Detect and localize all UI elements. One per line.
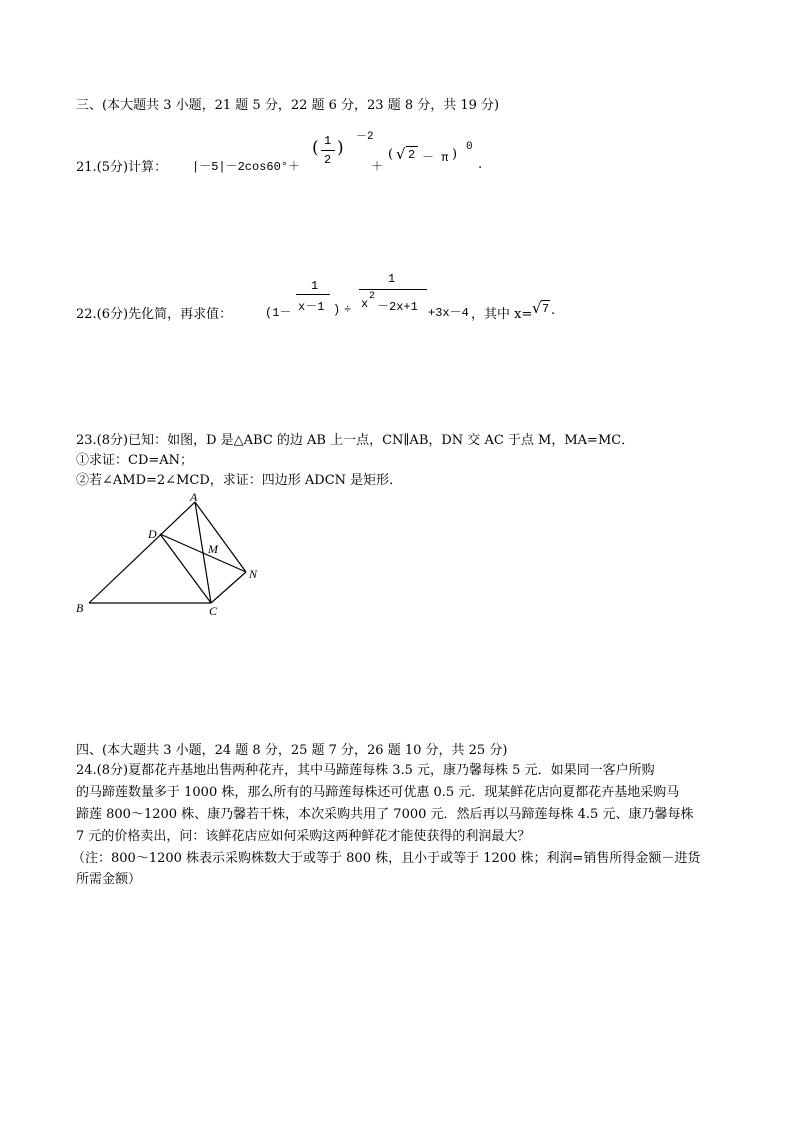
label-d: D bbox=[148, 527, 157, 541]
q21-frac-bar bbox=[321, 150, 335, 151]
q22-where: ，其中 x= bbox=[471, 307, 533, 322]
q21-frac-den: 2 bbox=[324, 153, 332, 167]
q22-f1-bar bbox=[296, 294, 330, 295]
label-n: N bbox=[249, 567, 258, 581]
segment-dc bbox=[160, 534, 211, 603]
q22-f1-num: 1 bbox=[311, 279, 319, 293]
q21-exponent: －2 bbox=[356, 131, 374, 143]
q24-note-1: （注：800～1200 株表示采购株数大于或等于 800 株，且小于或等于 1200 株；利润=销售所得金额－进货 bbox=[72, 851, 701, 866]
q23-line-3: ②若∠AMD=2∠MCD，求证：四边形 ADCN 是矩形． bbox=[76, 473, 403, 488]
q21-period: . bbox=[478, 157, 483, 172]
q21-minus-pi: － π bbox=[422, 151, 449, 165]
segment-an bbox=[195, 502, 246, 572]
label-m: M bbox=[208, 542, 218, 556]
q22-sqrt-bar bbox=[541, 300, 550, 301]
label-a: A bbox=[190, 490, 198, 504]
q21-sqrt-arg: 2 bbox=[408, 148, 416, 162]
q23-line-1: 23.(8分)已知：如图，D 是△ABC 的边 AB 上一点，CN∥AB，DN 交 AC 于点 M，MA=MC． bbox=[76, 433, 635, 448]
q22-f2-num: 1 bbox=[388, 272, 396, 286]
q24-line-1: 24.(8分)夏都花卉基地出售两种花卉，其中马蹄莲每株 3.5 元，康乃馨每株 5 元．如果同一客户所购 bbox=[76, 763, 655, 778]
q23-geometry-figure bbox=[70, 488, 270, 618]
q24-line-3: 蹄莲 800～1200 株、康乃馨若干株，本次采购共用了 7000 元．然后再以马蹄莲每株 4.5 元、康乃馨每株 bbox=[76, 807, 694, 822]
q22-f2-den-sup: 2 bbox=[369, 291, 376, 302]
q21-sqrt-paren-open: ( bbox=[388, 147, 394, 162]
q22-label: 22.(6分)先化简，再求值： bbox=[76, 307, 233, 322]
segment-ba bbox=[89, 502, 195, 603]
q21-sqrt-paren-close: ) bbox=[452, 147, 458, 162]
q21-plus: ＋ bbox=[371, 160, 384, 174]
q22-paren-open: (1－ bbox=[265, 306, 292, 320]
q21-paren-close: ) bbox=[337, 138, 344, 158]
q22-f2-bar bbox=[359, 289, 427, 290]
q21-sqrt-bar bbox=[406, 146, 418, 147]
q22-value: 7 bbox=[542, 302, 550, 316]
q21-paren-open: ( bbox=[312, 138, 319, 158]
segment-dn bbox=[160, 534, 246, 572]
q22-f2-den-a: x bbox=[361, 297, 369, 311]
q22-period: . bbox=[551, 303, 556, 318]
q22-sqrt-icon: √ bbox=[532, 299, 542, 317]
q24-line-4: 7 元的价格卖出，问：该鲜花店应如何采购这两种鲜花才能使获得的利润最大？ bbox=[76, 829, 531, 844]
label-b: B bbox=[76, 601, 84, 615]
q24-note-2: 所需金额） bbox=[76, 872, 142, 887]
q24-line-2: 的马蹄莲数量多于 1000 株，那么所有的马蹄莲每株还可优惠 0.5 元．现某鲜花店向夏都花卉基地采购马 bbox=[76, 785, 680, 800]
q22-div: ÷ bbox=[344, 303, 352, 317]
q23-line-2: ①求证：CD=AN； bbox=[76, 453, 194, 468]
q22-f2-den-b: －2x+1 bbox=[377, 300, 418, 314]
q22-tail: +3x－4 bbox=[428, 306, 469, 320]
q22-f1-den: x－1 bbox=[298, 300, 325, 314]
q22-paren-close: ) bbox=[333, 303, 341, 317]
label-c: C bbox=[209, 604, 218, 618]
q21-abs-part: |－5|－2cos60°＋ bbox=[192, 160, 301, 174]
section-3-heading: 三、(本大题共 3 小题，21 题 5 分，22 题 6 分，23 题 8 分，共 19 分) bbox=[76, 98, 500, 113]
q21-exponent-zero: 0 bbox=[466, 141, 473, 153]
q21-frac-num: 1 bbox=[324, 134, 332, 148]
segment-cn bbox=[211, 572, 246, 603]
section-4-heading: 四、(本大题共 3 小题，24 题 8 分，25 题 7 分，26 题 10 分，共 25 分) bbox=[76, 743, 508, 758]
q21-sqrt-icon: √ bbox=[396, 145, 406, 163]
q21-label: 21.(5分)计算： bbox=[76, 160, 168, 175]
